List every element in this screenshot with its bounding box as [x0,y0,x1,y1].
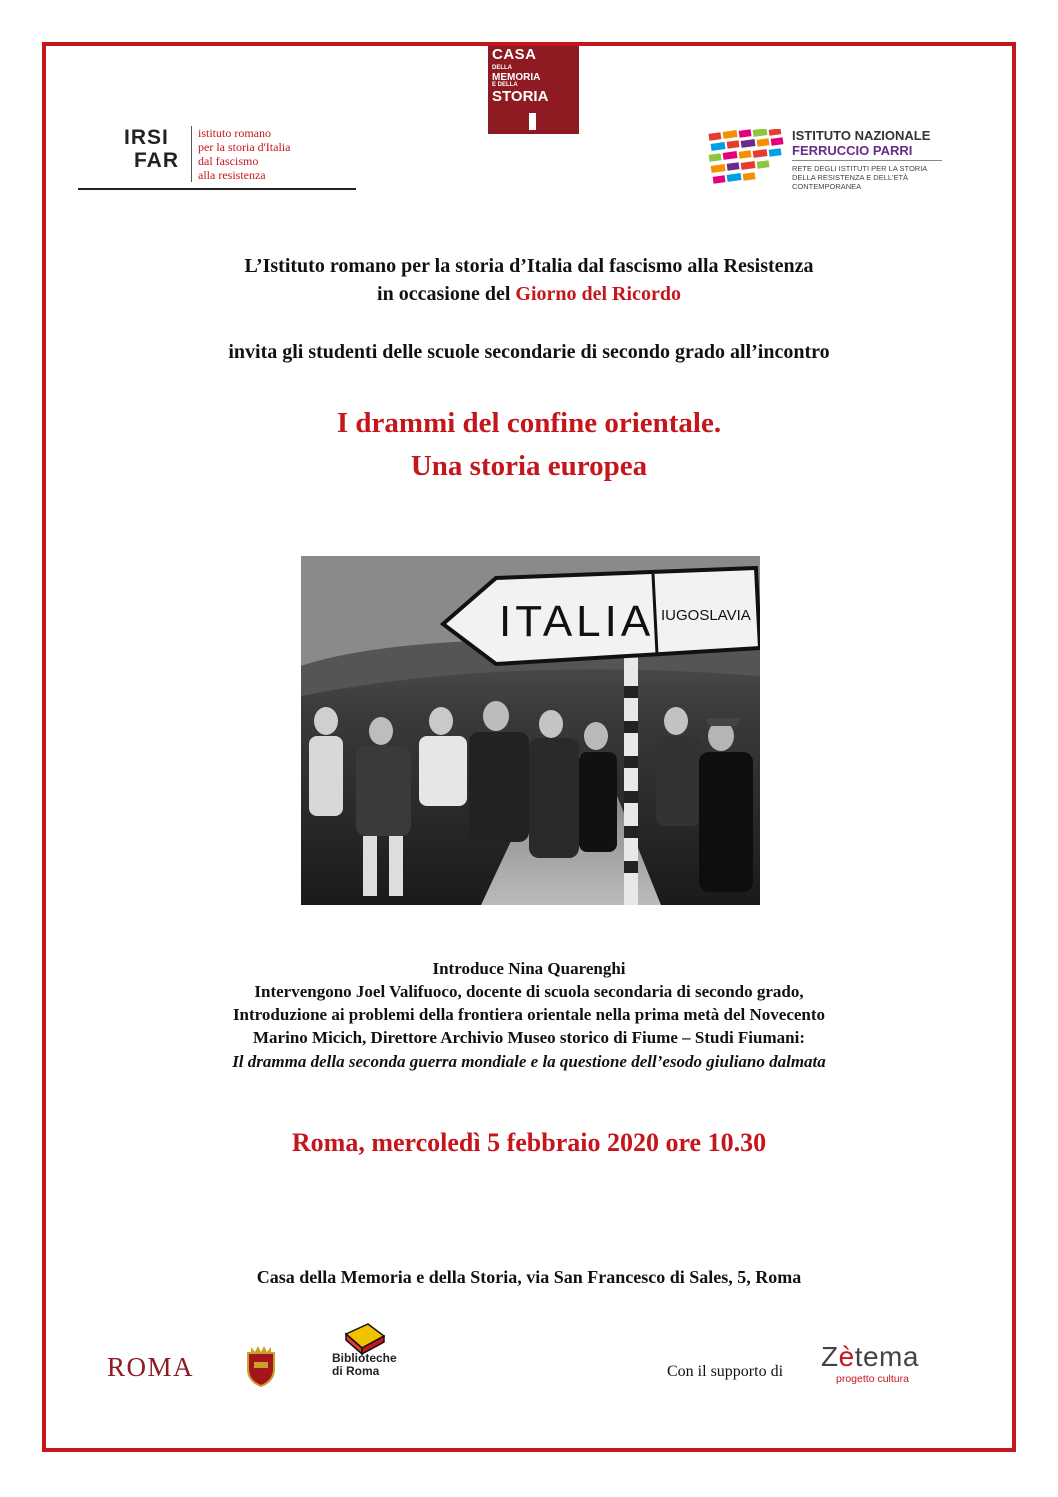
parri-logo [707,126,947,198]
parri-rule [792,160,942,161]
biblioteche-di-roma-logo [330,1322,410,1386]
speaker-line-valifuoco: Intervengono Joel Valifuoco, docente di scuola secondaria di secondo grado, [254,982,804,1001]
intro-line-1: L’Istituto romano per la storia d’Italia dal fascismo alla Resistenza [244,255,814,277]
irsifar-text-line: alla resistenza [198,168,266,182]
casa-logo-word: MEMORIA [492,72,541,83]
irsifar-monogram-line: IRSI [124,126,169,149]
casa-logo-word: E DELLA [492,82,518,88]
sign-italia-text: ITALIA [499,597,655,646]
irsifar-divider [191,126,192,182]
speaker-line-micich: Marino Micich, Direttore Archivio Museo storico di Fiume – Studi Fiumani: [253,1028,805,1047]
irsifar-monogram [124,126,179,172]
zetema-rest: tema [854,1341,919,1372]
parri-mosaic-icon [707,129,785,189]
zetema-logo [818,1343,928,1389]
intro-line-2 [60,282,998,306]
zetema-tagline: progetto cultura [836,1373,909,1385]
intro-line-2-prefix: in occasione del [377,283,516,305]
speaker-line-introducer: Introduce Nina Quarenghi [432,959,626,978]
biblioteche-line: Biblioteche [332,1351,397,1365]
irsifar-logo [78,118,356,194]
parri-subtitle: FERRUCCIO PARRI [792,143,913,158]
parri-title: ISTITUTO NAZIONALE [792,128,931,143]
speaker-line-valifuoco-topic: Introduzione ai problemi della frontiera orientale nella prima metà del Novecento [232,1005,826,1024]
irsifar-text-line: istituto romano [198,126,271,140]
roma-logo: ROMA [107,1352,195,1382]
irsifar-text-line: dal fascismo [198,154,259,168]
event-title-line-2: Una storia europea [410,450,648,482]
event-venue: Casa della Memoria e della Storia, via San Francesco di Sales, 5, Roma [256,1267,802,1287]
casa-memoria-logo [488,46,579,134]
event-title-line-1: I drammi del confine orientale. [336,407,722,439]
support-label: Con il supporto di [667,1363,784,1380]
casa-logo-word: STORIA [492,88,549,105]
invite-line: invita gli studenti delle scuole secondarie di secondo grado all’incontro [228,341,830,363]
parri-network-text: RETE DEGLI ISTITUTI PER LA STORIA DELLA RESISTENZA E DELL'ETÀ CONTEMPORANEA [792,164,927,191]
biblioteche-line: di Roma [332,1364,380,1378]
casa-logo-word: CASA [492,46,537,63]
zetema-z: Z [821,1341,839,1372]
irsifar-underline [78,188,356,190]
biblioteche-text [332,1352,397,1378]
casa-logo-word: DELLA [492,65,512,71]
irsifar-text-line: per la storia d'Italia [198,140,291,154]
irsifar-monogram-line: FAR [134,149,179,172]
speaker-line-micich-topic: Il dramma della seconda guerra mondiale e la questione dell’esodo giuliano dalmata [232,1052,826,1071]
giorno-del-ricordo: Giorno del Ricordo [515,283,681,305]
roma-crest-icon [244,1345,278,1387]
sign-iugoslavia-text: IUGOSLAVIA [661,607,751,624]
border-sign-photo [301,556,760,905]
irsifar-text [198,126,290,182]
casa-logo-bar [529,113,536,130]
zetema-wordmark [821,1341,919,1373]
event-date: Roma, mercoledì 5 febbraio 2020 ore 10.30 [291,1128,767,1157]
zetema-e: è [838,1341,855,1372]
